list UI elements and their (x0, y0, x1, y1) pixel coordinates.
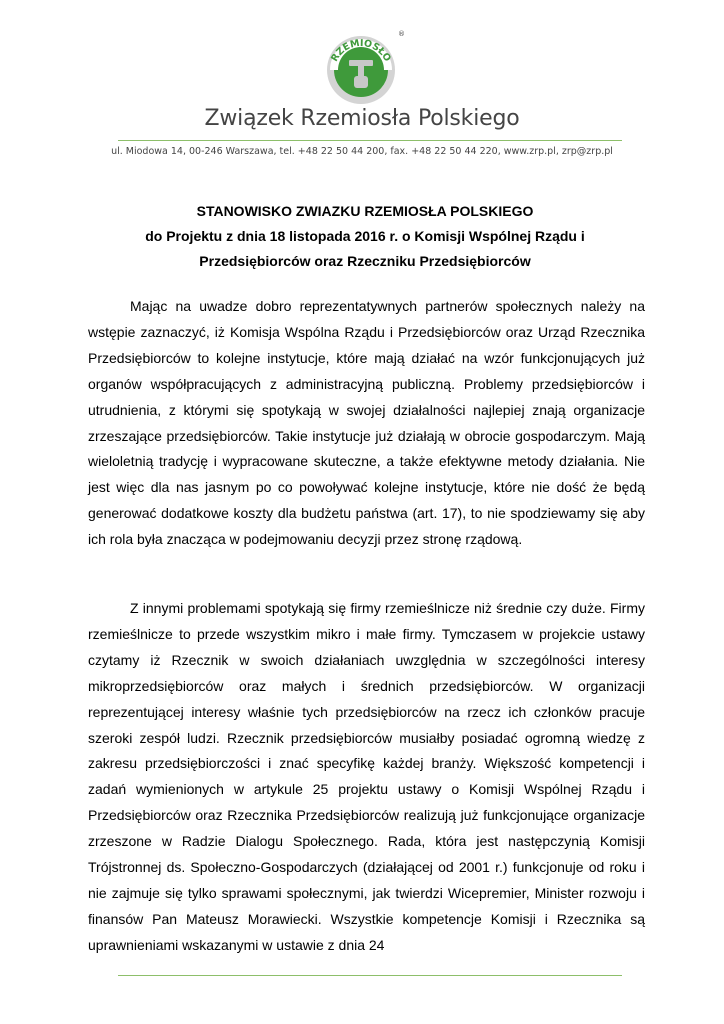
logo-hammer-head (349, 60, 373, 66)
header-divider (118, 140, 622, 141)
zrp-logo (308, 26, 418, 108)
title-line-2: do Projektu z dnia 18 listopada 2016 r. o Komisji Wspólnej Rządu i (145, 228, 585, 244)
registered-mark: ® (398, 30, 405, 38)
footer-divider (118, 975, 622, 976)
organization-address: ul. Miodowa 14, 00-246 Warszawa, tel. +48 22 50 44 200, fax. +48 22 50 44 220, www.zrp.pl, zrp@zrp.pl (111, 146, 613, 157)
logo-handle (358, 64, 364, 78)
document-title (100, 199, 630, 274)
title-line-3: Przedsiębiorców oraz Rzeczniku Przedsiębiorców (199, 253, 531, 269)
body-paragraph-2: Z innymi problemami spotykają się firmy rzemieślnicze niż średnie czy duże. Firmy rzemieślnicze to przede wszystkim mikro i małe firmy. Tymczasem w projekcie ustawy czytamy iż Rzecznik w swoich działaniach uwzględnia w szczególności interesy mikroprzedsiębiorców oraz małych i średnich przedsiębiorców. W organizacji reprezentującej interesy właśnie tych przedsiębiorców na rzecz ich członków pracuje szeroki zespół ludzi. Rzecznik przedsiębiorców musiałby posiadać ogromną wiedzę z zakresu przedsiębiorczości i znać specyfikę każdej branży. Większość kompetencji i zadań wymienionych w artykule 25 projektu ustawy o Komisji Wspólnej Rządu i Przedsiębiorców oraz Rzecznika Przedsiębiorców realizują już funkcjonujące organizacje zrzeszone w Radzie Dialogu Społecznego. Rada, która jest następczynią Komisji Trójstronnej ds. Społeczno-Gospodarczych (działającej od 2001 r.) funkcjonuje od roku i nie zajmuje się tylko sprawami społecznymi, jak twierdzi Wicepremier, Minister rozwoju i finansów Pan Mateusz Morawiecki. Wszystkie kompetencje Komisji i Rzecznika są uprawnieniami wskazanymi w ustawie z dnia 24 (88, 600, 645, 953)
logo-text: RZEMIOSŁO (329, 37, 393, 64)
organization-name: Związek Rzemiosła Polskiego (204, 106, 520, 131)
title-line-1: STANOWISKO ZWIAZKU RZEMIOSŁA POLSKIEGO (196, 203, 534, 219)
body-paragraph-1: Mając na uwadze dobro reprezentatywnych partnerów społecznych należy na wstępie zaznaczyć, iż Komisja Wspólna Rządu i Przedsiębiorców oraz Urząd Rzecznika Przedsiębiorców to kolejne instytucje, które mają działać na wzór funkcjonujących już organów współpracujących z administracyjną publiczną. Problemy przedsiębiorców i utrudnienia, z którymi się spotykają w swojej działalności najlepiej znają organizacje zrzeszające przedsiębiorców. Takie instytucje już działają w obrocie gospodarczym. Mają wieloletnią tradycję i wypracowane skuteczne, a także efektywne metody działania. Nie jest więc dla nas jasnym po co powoływać kolejne instytucje, które nie dość że będą generować dodatkowe koszty dla budżetu państwa (art. 17), to nie spodziewamy się aby ich rola była znacząca w podejmowaniu decyzji przez stronę rządową. (88, 298, 645, 548)
